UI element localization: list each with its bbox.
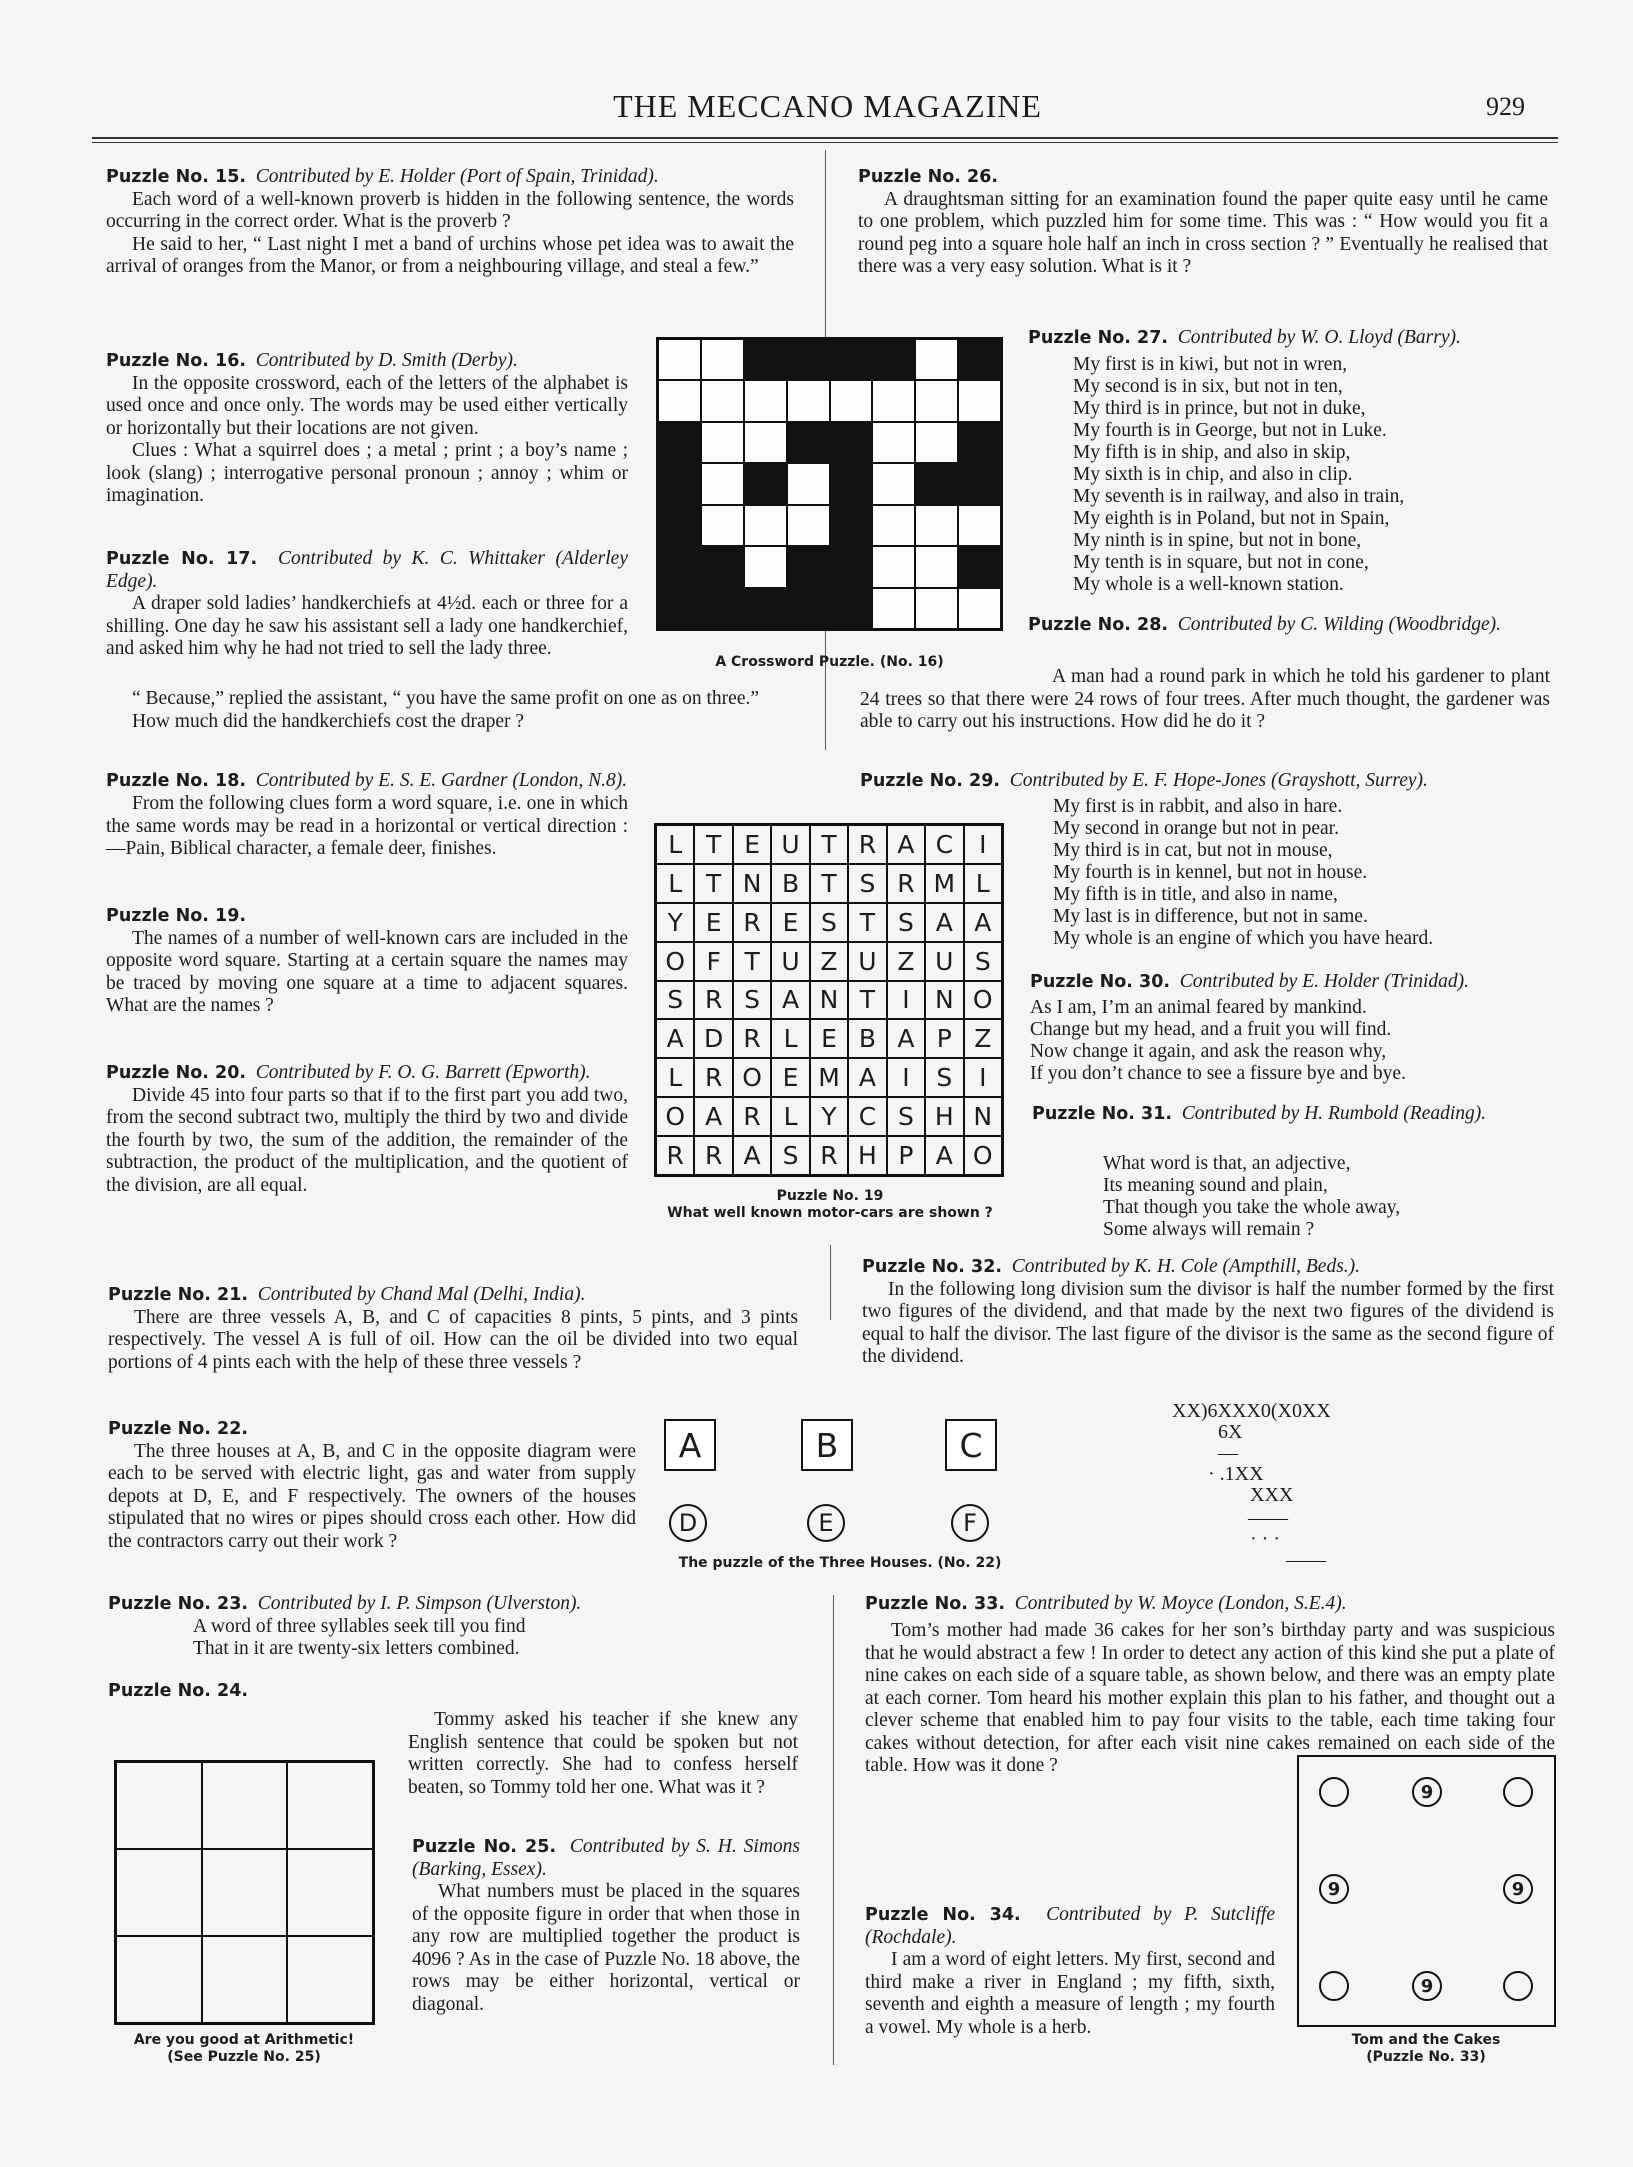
crossword-black-cell xyxy=(916,464,957,503)
puzzle-16 xyxy=(106,350,628,508)
crossword-black-cell xyxy=(745,340,786,379)
crossword-white-cell xyxy=(873,423,914,462)
puzzle-22 xyxy=(108,1418,636,1553)
word-square-cell: O xyxy=(656,1097,694,1136)
word-square-cell: M xyxy=(925,864,963,903)
word-square-cell: R xyxy=(694,1136,732,1175)
puzzle-17-cont xyxy=(106,688,794,733)
crossword-black-cell xyxy=(959,340,1000,379)
word-square-cell: T xyxy=(694,825,732,864)
puzzle-text: In the following long division sum the divisor is half the number formed by the first two figures of the dividend, and that made by the next two figures of the dividend is equal to half the divisor. The last figure of the divisor is the same as the second figure of the dividend. xyxy=(862,1278,1554,1367)
crossword-white-cell xyxy=(659,381,700,420)
puzzle-verse-line: A word of three syllables seek till you find xyxy=(193,1615,526,1637)
puzzle-text: What numbers must be placed in the squares of the opposite figure in order that when those in any row are multiplied together the product is 4096 ? As in the case of Puzzle No. 18 above, the rows may be either horizontal, vertical or diagonal. xyxy=(412,1881,800,2015)
puzzle-text: I am a word of eight letters. My first, second and third make a river in England ; my fifth, sixth, seventh and eighth a measure of length ; my fourth a vowel. My whole is a herb. xyxy=(865,1949,1275,2038)
word-square-cell: Y xyxy=(810,1097,848,1136)
arithmetic-caption: Are you good at Arithmetic! xyxy=(133,2032,355,2048)
crossword-black-cell xyxy=(831,423,872,462)
word-square-cell: C xyxy=(848,1097,886,1136)
cake-plate: 9 xyxy=(1319,1874,1349,1904)
word-square-cell: N xyxy=(810,981,848,1020)
crossword-black-cell xyxy=(831,506,872,545)
crossword-black-cell xyxy=(659,423,700,462)
word-square-cell: R xyxy=(733,1019,771,1058)
word-square-cell: L xyxy=(656,825,694,864)
word-square-cell: T xyxy=(810,825,848,864)
verse-line: My whole is a well-known station. xyxy=(1073,574,1344,595)
word-square-cell: R xyxy=(694,981,732,1020)
puzzle-text: The names of a number of well-known cars are included in the opposite word square. Starting at a certain square the names may be traced by moving one square at a time to adjacent squares. What are the names ? xyxy=(106,927,628,1016)
crossword-white-cell xyxy=(873,464,914,503)
verse-line: My fifth is in title, and also in name, xyxy=(1053,884,1338,905)
puzzle-25 xyxy=(412,1836,800,2016)
crossword-white-cell xyxy=(873,381,914,420)
word-square-cell: B xyxy=(771,864,809,903)
crossword-white-cell xyxy=(916,423,957,462)
column-divider xyxy=(833,1595,834,2065)
crossword-black-cell xyxy=(959,423,1000,462)
verse-line: My sixth is in chip, and also in clip. xyxy=(1073,464,1353,485)
puzzle-title: Puzzle No. 21. xyxy=(108,1285,249,1305)
verse-line: My first is in rabbit, and also in hare. xyxy=(1053,796,1343,817)
verse-line: My third is in prince, but not in duke, xyxy=(1073,398,1366,419)
contributor: Contributed by C. Wilding (Woodbridge). xyxy=(1177,614,1501,635)
page-number: 929 xyxy=(1486,92,1525,121)
word-square-cell: L xyxy=(656,1058,694,1097)
division-sum-line: · · · xyxy=(1250,1528,1280,1550)
word-square-cell: L xyxy=(656,864,694,903)
cakes-caption: (Puzzle No. 33) xyxy=(1366,2049,1486,2065)
puzzle-title: Puzzle No. 16. xyxy=(106,351,247,371)
word-square-cell: U xyxy=(771,942,809,981)
puzzle-text: How much did the handkerchiefs cost the draper ? xyxy=(132,710,525,732)
word-square-cell: L xyxy=(964,864,1002,903)
puzzle-title: Puzzle No. 29. xyxy=(860,771,1001,791)
crossword-black-cell xyxy=(702,589,743,628)
word-square-cell: T xyxy=(733,942,771,981)
word-square-cell: S xyxy=(925,1058,963,1097)
word-square-cell: O xyxy=(964,1136,1002,1175)
word-square-cell: P xyxy=(887,1136,925,1175)
puzzle-text: A draper sold ladies’ handkerchiefs at 4½d. each or three for a shilling. One day he saw his assistant sell a lady one handkerchief, and asked him why he had not tried to sell the lady three. xyxy=(106,593,628,659)
word-square-cell: I xyxy=(964,825,1002,864)
word-square-cell: U xyxy=(925,942,963,981)
arithmetic-caption: (See Puzzle No. 25) xyxy=(167,2049,321,2065)
verse-line: Change but my head, and a fruit you will find. xyxy=(1030,1019,1392,1040)
cakes-table xyxy=(1297,1755,1556,2027)
crossword-black-cell xyxy=(788,340,829,379)
word-square-cell: A xyxy=(887,825,925,864)
crossword-white-cell xyxy=(702,506,743,545)
house-b: B xyxy=(801,1419,853,1471)
arithmetic-grid xyxy=(114,1760,375,2025)
puzzle-20 xyxy=(106,1062,628,1197)
word-square-cell: C xyxy=(925,825,963,864)
word-square-cell: I xyxy=(964,1058,1002,1097)
puzzle-title: Puzzle No. 17. xyxy=(106,549,258,569)
puzzle-34 xyxy=(865,1904,1275,2039)
puzzle-text: Tom’s mother had made 36 cakes for her son’s birthday party and was suspicious that he would abstract a few ! In order to detect any action of this kind she put a plate of nine cakes on each side of a square table, as shown below, and there was an empty plate at each corner. Tom heard his mother explain this plan to his father, and thought out a clever scheme that enabled him to pay four visits to the table, each time taking four cakes without detection, for after each visit nine cakes remained on each side of the table. How was it done ? xyxy=(865,1620,1555,1776)
word-square-cell: E xyxy=(771,1058,809,1097)
contributor: Contributed by E. S. E. Gardner (London, N.8). xyxy=(255,770,628,791)
puzzle-text: Tommy asked his teacher if she knew any English sentence that could be spoken but not written correctly. She had to confess herself beaten, so Tommy told her one. What was it ? xyxy=(408,1709,798,1798)
cake-plate: 9 xyxy=(1412,1971,1442,2001)
verse-line: My second is in six, but not in ten, xyxy=(1073,376,1343,397)
word-square-cell: A xyxy=(964,903,1002,942)
crossword-black-cell xyxy=(659,464,700,503)
word-square-cell: O xyxy=(964,981,1002,1020)
word-square-cell: U xyxy=(848,942,886,981)
cakes-caption: Tom and the Cakes xyxy=(1351,2032,1501,2048)
crossword-black-cell xyxy=(702,547,743,586)
verse-line: My seventh is in railway, and also in train, xyxy=(1073,486,1405,507)
crossword-white-cell xyxy=(873,506,914,545)
contributor: Contributed by P. Sutcliffe (Rochdale). xyxy=(865,1904,1275,1948)
contributor: Contributed by H. Rumbold (Reading). xyxy=(1181,1103,1487,1124)
puzzle-title: Puzzle No. 23. xyxy=(108,1594,249,1614)
puzzle-28 xyxy=(860,666,1550,734)
page-header xyxy=(95,88,1560,128)
crossword-white-cell xyxy=(702,423,743,462)
crossword-white-cell xyxy=(916,506,957,545)
puzzle-30-head xyxy=(1030,971,1555,994)
word-square-cell: R xyxy=(733,903,771,942)
puzzle-31-verse xyxy=(1103,1153,1400,1241)
contributor: Contributed by F. O. G. Barrett (Epworth). xyxy=(255,1062,591,1083)
crossword-white-cell xyxy=(745,547,786,586)
crossword-black-cell xyxy=(831,547,872,586)
verse-line: My third is in cat, but not in mouse, xyxy=(1053,840,1333,861)
word-square-cell: N xyxy=(733,864,771,903)
division-sum-line: — xyxy=(1218,1442,1238,1464)
word-square-cell: U xyxy=(771,825,809,864)
division-sum-line: · .1XX xyxy=(1208,1463,1264,1485)
word-square-cell: A xyxy=(848,1058,886,1097)
word-square-cell: Y xyxy=(656,903,694,942)
crossword-black-cell xyxy=(788,423,829,462)
puzzle-text: In the opposite crossword, each of the letters of the alphabet is used once and once only. The words may be used either vertically or horizontally but their locations are not given. xyxy=(106,372,628,439)
puzzle-30-verse xyxy=(1030,997,1406,1085)
crossword-white-cell xyxy=(916,547,957,586)
contributor: Contributed by W. O. Lloyd (Barry). xyxy=(1177,327,1461,348)
puzzle-29-verse xyxy=(1053,796,1433,950)
contributor: Contributed by D. Smith (Derby). xyxy=(255,350,518,371)
word-square-cell: F xyxy=(694,942,732,981)
puzzle-text: Each word of a well-known proverb is hidden in the following sentence, the words occurring in the correct order. What is the proverb ? xyxy=(106,188,794,232)
division-sum-line: —— xyxy=(1248,1507,1288,1529)
puzzle-19 xyxy=(106,905,628,1018)
contributor: Contributed by W. Moyce (London, S.E.4). xyxy=(1014,1593,1347,1614)
cake-plate: 9 xyxy=(1412,1777,1442,1807)
verse-line: My whole is an engine of which you have heard. xyxy=(1053,928,1434,949)
division-sum-line: 6X xyxy=(1218,1421,1243,1443)
word-square-cell: A xyxy=(656,1019,694,1058)
crossword-black-cell xyxy=(873,340,914,379)
word-square-cell: O xyxy=(733,1058,771,1097)
word-square-cell: Z xyxy=(964,1019,1002,1058)
verse-line: My tenth is in square, but not in cone, xyxy=(1073,552,1369,573)
crossword-white-cell xyxy=(959,589,1000,628)
word-square-cell: S xyxy=(887,903,925,942)
crossword-black-cell xyxy=(959,547,1000,586)
puzzle-title: Puzzle No. 27. xyxy=(1028,328,1169,348)
crossword-black-cell xyxy=(745,589,786,628)
header-rule xyxy=(92,137,1558,139)
empty-plate xyxy=(1503,1777,1533,1807)
puzzle-27 xyxy=(1028,327,1553,350)
word-square-cell: R xyxy=(887,864,925,903)
crossword-black-cell xyxy=(831,589,872,628)
puzzle-title: Puzzle No. 18. xyxy=(106,771,247,791)
word-square-cell: M xyxy=(810,1058,848,1097)
puzzle-title: Puzzle No. 22. xyxy=(108,1419,249,1439)
word-square-cell: E xyxy=(810,1019,848,1058)
puzzle-21 xyxy=(108,1284,798,1374)
crossword-black-cell xyxy=(659,547,700,586)
contributor: Contributed by K. H. Cole (Ampthill, Beds.). xyxy=(1011,1256,1361,1277)
puzzle-28-head xyxy=(1028,614,1553,637)
word-square-cell: R xyxy=(656,1136,694,1175)
puzzle-title: Puzzle No. 20. xyxy=(106,1063,247,1083)
depot-e: E xyxy=(807,1504,845,1542)
verse-line: My ninth is in spine, but not in bone, xyxy=(1073,530,1362,551)
depot-d: D xyxy=(669,1504,707,1542)
magazine-title: THE MECCANO MAGAZINE xyxy=(613,88,1042,124)
word-square-caption: Puzzle No. 19 xyxy=(776,1188,884,1204)
crossword-white-cell xyxy=(959,381,1000,420)
division-sum-line: XX)6XXX0(X0XX xyxy=(1172,1400,1331,1422)
crossword-white-cell xyxy=(702,381,743,420)
word-square-cell: S xyxy=(964,942,1002,981)
crossword-white-cell xyxy=(916,381,957,420)
puzzle-text: A draughtsman sitting for an examination found the paper quite easy until he came to one problem, which puzzled him for some time. This was : “ How would you fit a round peg into a square hole half an inch in cross section ? ” Eventually he realised that there was a very easy solution. What is it ? xyxy=(858,188,1548,277)
division-sum-line: XXX xyxy=(1250,1484,1294,1506)
puzzle-verse-line: That in it are twenty-six letters combined. xyxy=(193,1638,520,1659)
word-square-cell: R xyxy=(848,825,886,864)
puzzle-29-head xyxy=(860,770,1560,793)
word-square-cell: S xyxy=(848,864,886,903)
depot-f: F xyxy=(951,1504,989,1542)
word-square-cell: S xyxy=(887,1097,925,1136)
word-square-cell: P xyxy=(925,1019,963,1058)
crossword-white-cell xyxy=(873,547,914,586)
crossword-black-cell xyxy=(959,464,1000,503)
crossword-black-cell xyxy=(745,464,786,503)
puzzle-title: Puzzle No. 24. xyxy=(108,1681,249,1701)
crossword-white-cell xyxy=(745,506,786,545)
crossword-black-cell xyxy=(831,340,872,379)
verse-line: My fourth is in kennel, but not in house. xyxy=(1053,862,1368,883)
puzzle-title: Puzzle No. 30. xyxy=(1030,972,1171,992)
puzzle-title: Puzzle No. 28. xyxy=(1028,615,1169,635)
contributor: Contributed by E. Holder (Port of Spain, Trinidad). xyxy=(255,166,659,187)
verse-line: That though you take the whole away, xyxy=(1103,1197,1401,1218)
crossword-white-cell xyxy=(745,423,786,462)
crossword-white-cell xyxy=(788,506,829,545)
contributor: Contributed by K. C. Whittaker (Alderley Edge). xyxy=(106,548,628,592)
word-square-cell: H xyxy=(925,1097,963,1136)
word-square-cell: T xyxy=(848,903,886,942)
puzzle-32 xyxy=(862,1256,1554,1369)
verse-line: Now change it again, and ask the reason why, xyxy=(1030,1041,1387,1062)
puzzle-text: The three houses at A, B, and C in the opposite diagram were each to be served with electric light, gas and water from supply depots at D, E, and F respectively. The owners of the houses stipulated that no wires or pipes should cross each other. How did the contractors carry out their work ? xyxy=(108,1440,636,1552)
puzzle-title: Puzzle No. 25. xyxy=(412,1837,557,1857)
house-a: A xyxy=(664,1419,716,1471)
house-c: C xyxy=(945,1419,997,1471)
puzzle-33-head xyxy=(865,1593,1555,1616)
word-square-cell: A xyxy=(925,903,963,942)
houses-caption: The puzzle of the Three Houses. (No. 22) xyxy=(678,1555,1002,1571)
crossword-white-cell xyxy=(745,381,786,420)
puzzle-title: Puzzle No. 32. xyxy=(862,1257,1003,1277)
puzzle-title: Puzzle No. 26. xyxy=(858,167,999,187)
verse-line: My fourth is in George, but not in Luke. xyxy=(1073,420,1387,441)
puzzle-title: Puzzle No. 33. xyxy=(865,1594,1006,1614)
word-square-cell: S xyxy=(656,981,694,1020)
puzzle-27-verse xyxy=(1073,354,1404,596)
crossword-white-cell xyxy=(788,464,829,503)
verse-line: My last is in difference, but not in same. xyxy=(1053,906,1368,927)
word-square-cell: B xyxy=(848,1019,886,1058)
crossword-white-cell xyxy=(916,340,957,379)
puzzle-text: From the following clues form a word square, i.e. one in which the same words may be read in a horizontal or vertical direction :—Pain, Biblical character, a female deer, finishes. xyxy=(106,793,628,859)
word-square-cell: S xyxy=(733,981,771,1020)
crossword-black-cell xyxy=(659,506,700,545)
puzzle-title: Puzzle No. 15. xyxy=(106,167,247,187)
puzzle-text: A man had a round park in which he told his gardener to plant 24 trees so that there were 24 rows of four trees. After much thought, the gardener was able to carry out his instructions. How did he do it ? xyxy=(860,666,1550,732)
word-square-cell: H xyxy=(848,1136,886,1175)
word-square-cell: R xyxy=(810,1136,848,1175)
contributor: Contributed by E. Holder (Trinidad). xyxy=(1179,971,1470,992)
word-square-cell: S xyxy=(810,903,848,942)
word-square-cell: A xyxy=(887,1019,925,1058)
word-square-cell: I xyxy=(887,1058,925,1097)
word-square-cell: E xyxy=(694,903,732,942)
crossword-black-cell xyxy=(788,547,829,586)
crossword-black-cell xyxy=(831,464,872,503)
cake-plate: 9 xyxy=(1503,1874,1533,1904)
word-square-cell: N xyxy=(925,981,963,1020)
puzzle-24 xyxy=(108,1680,798,1703)
word-square-cell: L xyxy=(771,1097,809,1136)
word-square-cell: T xyxy=(694,864,732,903)
crossword-grid xyxy=(656,337,1003,631)
word-square-cell: Z xyxy=(810,942,848,981)
puzzle-text: There are three vessels A, B, and C of capacities 8 pints, 5 pints, and 3 pints respectively. The vessel A is full of oil. How can the oil be divided into two equal portions of 4 pints each with the help of these three vessels ? xyxy=(108,1306,798,1373)
word-square-grid xyxy=(654,823,1004,1177)
word-square-cell: A xyxy=(694,1097,732,1136)
crossword-caption: A Crossword Puzzle. (No. 16) xyxy=(715,654,944,670)
word-square-cell: O xyxy=(656,942,694,981)
word-square-cell: N xyxy=(964,1097,1002,1136)
puzzle-text: Divide 45 into four parts so that if to the first part you add two, from the second subtract two, multiply the third by two and divide the fourth by two, the sum of the addition, the remainder of the subtraction, the product of the multiplication, and the quotient of the division, are all equal. xyxy=(106,1084,628,1196)
verse-line: Its meaning sound and plain, xyxy=(1103,1175,1328,1196)
verse-line: My eighth is in Poland, but not in Spain, xyxy=(1073,508,1390,529)
crossword-white-cell xyxy=(659,340,700,379)
puzzle-23 xyxy=(108,1593,798,1661)
puzzle-title: Puzzle No. 19. xyxy=(106,906,247,926)
puzzle-text: Clues : What a squirrel does ; a metal ; print ; a boy’s name ; look (slang) ; interrogative personal pronoun ; annoy ; whim or imagination. xyxy=(106,440,628,506)
word-square-cell: A xyxy=(733,1136,771,1175)
word-square-caption: What well known motor-cars are shown ? xyxy=(667,1205,993,1221)
crossword-black-cell xyxy=(788,589,829,628)
word-square-cell: R xyxy=(733,1097,771,1136)
puzzle-31-head xyxy=(1032,1103,1552,1126)
word-square-cell: E xyxy=(733,825,771,864)
puzzle-26 xyxy=(858,166,1548,279)
verse-line: What word is that, an adjective, xyxy=(1103,1153,1351,1174)
puzzle-17 xyxy=(106,548,628,661)
crossword-white-cell xyxy=(788,381,829,420)
division-sum-line: —— xyxy=(1286,1549,1326,1571)
puzzle-title: Puzzle No. 34. xyxy=(865,1905,1021,1925)
contributor: Contributed by Chand Mal (Delhi, India). xyxy=(257,1284,586,1305)
word-square-cell: A xyxy=(771,981,809,1020)
word-square-cell: L xyxy=(771,1019,809,1058)
crossword-white-cell xyxy=(702,464,743,503)
verse-line: As I am, I’m an animal feared by mankind. xyxy=(1030,997,1367,1018)
empty-plate xyxy=(1503,1971,1533,2001)
verse-line: My second in orange but not in pear. xyxy=(1053,818,1339,839)
word-square-cell: Z xyxy=(887,942,925,981)
crossword-white-cell xyxy=(831,381,872,420)
word-square-cell: E xyxy=(771,903,809,942)
crossword-white-cell xyxy=(873,589,914,628)
puzzle-text: He said to her, “ Last night I met a band of urchins whose pet idea was to await the arrival of oranges from the Manor, or from a neighbouring village, and steal a few.” xyxy=(106,233,794,277)
word-square-cell: I xyxy=(887,981,925,1020)
word-square-cell: D xyxy=(694,1019,732,1058)
verse-line: If you don’t chance to see a fissure bye and bye. xyxy=(1030,1063,1406,1084)
puzzle-18-head xyxy=(106,770,794,793)
puzzle-title: Puzzle No. 31. xyxy=(1032,1104,1173,1124)
verse-line: Some always will remain ? xyxy=(1103,1219,1315,1240)
verse-line: My fifth is in ship, and also in skip, xyxy=(1073,442,1351,463)
word-square-cell: S xyxy=(771,1136,809,1175)
contributor: Contributed by I. P. Simpson (Ulverston). xyxy=(257,1593,582,1614)
header-rule-thin xyxy=(92,142,1558,143)
crossword-white-cell xyxy=(702,340,743,379)
word-square-cell: T xyxy=(810,864,848,903)
contributor: Contributed by S. H. Simons (Barking, Essex). xyxy=(412,1836,800,1880)
word-square-cell: R xyxy=(694,1058,732,1097)
crossword-white-cell xyxy=(916,589,957,628)
word-square-cell: T xyxy=(848,981,886,1020)
crossword-white-cell xyxy=(959,506,1000,545)
crossword-black-cell xyxy=(659,589,700,628)
contributor: Contributed by E. F. Hope-Jones (Grayshott, Surrey). xyxy=(1009,770,1428,791)
verse-line: My first is in kiwi, but not in wren, xyxy=(1073,354,1348,375)
column-divider xyxy=(830,1245,831,1320)
puzzle-15 xyxy=(106,166,794,279)
puzzle-18 xyxy=(106,793,628,861)
puzzle-text: “ Because,” replied the assistant, “ you have the same profit on one as on three.” xyxy=(132,688,760,709)
empty-plate xyxy=(1319,1971,1349,2001)
word-square-cell: A xyxy=(925,1136,963,1175)
empty-plate xyxy=(1319,1777,1349,1807)
